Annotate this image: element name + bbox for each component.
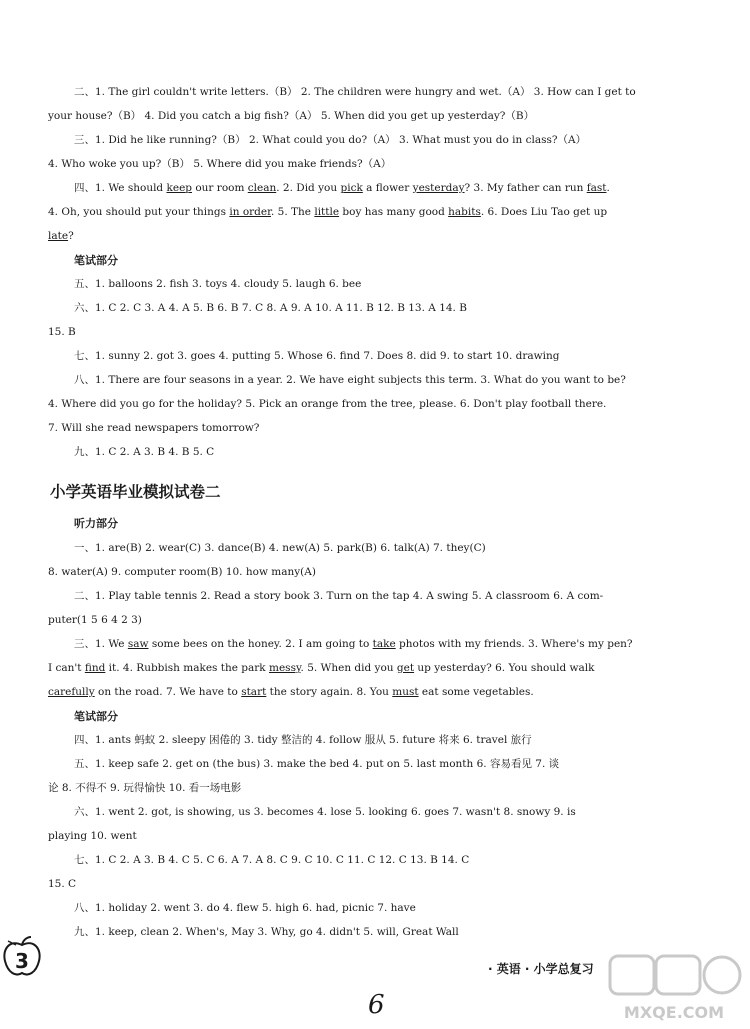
text-segment: eat some vegetables. [418, 686, 534, 698]
answer-line: 论 8. 不得不 9. 玩得愉快 10. 看一场电影 [48, 782, 242, 794]
answer-line: puter(1 5 6 4 2 3) [48, 614, 142, 626]
text-segment: the story again. 8. You [266, 686, 393, 698]
answer-line: 五、1. keep safe 2. get on (the bus) 3. make the bed 4. put on 5. last month 6. 容易看见 7. 谈 [74, 758, 560, 770]
answer-line [48, 229, 702, 243]
underlined-word: get [396, 662, 415, 674]
answer-line: 八、1. There are four seasons in a year. 2. We have eight subjects this term. 3. What do you want to be? [74, 374, 626, 386]
text-segment: ? [68, 230, 74, 242]
answer-line [74, 181, 702, 195]
underlined-word: must [392, 686, 419, 698]
underlined-word: saw [127, 638, 149, 650]
footer-label: · 英语 · 小学总复习 [488, 962, 594, 976]
answer-line: 六、1. went 2. got, is showing, us 3. becomes 4. lose 5. looking 6. goes 7. wasn't 8. snowy 9. is [74, 806, 576, 818]
answer-line: 一、1. are(B) 2. wear(C) 3. dance(B) 4. new(A) 5. park(B) 6. talk(A) 7. they(C) [74, 542, 486, 554]
text-segment: some bees on the honey. 2. I am going to [148, 638, 373, 650]
answer-line: 九、1. C 2. A 3. B 4. B 5. C [74, 446, 215, 458]
answer-line: 五、1. balloons 2. fish 3. toys 4. cloudy 5. laugh 6. bee [74, 278, 362, 290]
answer-line: 8. water(A) 9. computer room(B) 10. how many(A) [48, 566, 316, 578]
answer-line: 15. C [48, 878, 77, 890]
answer-line: playing 10. went [48, 830, 137, 842]
watermark-logo [604, 950, 744, 1025]
underlined-word: messy [269, 662, 301, 674]
text-segment: 4. Oh, you should put your things [48, 206, 230, 218]
text-segment: . 5. The [270, 206, 315, 218]
underlined-word: in order [229, 206, 271, 218]
watermark-text: MXQE.COM [623, 1003, 725, 1022]
answer-line [74, 637, 702, 651]
underlined-word: take [372, 638, 396, 650]
page-number: 3 [15, 949, 29, 973]
answer-line: 4. Who woke you up?（B） 5. Where did you make friends?（A） [48, 158, 392, 170]
text-segment: ? 3. My father can run [464, 182, 587, 194]
text-segment: 四、1. We should [74, 182, 167, 194]
underlined-word: keep [166, 182, 193, 194]
page-title: 小学英语毕业模拟试卷二 [50, 483, 221, 501]
text-segment: it. 4. Rubbish makes the park [105, 662, 270, 674]
answer-line: 九、1. keep, clean 2. When's, May 3. Why, go 4. didn't 5. will, Great Wall [74, 926, 459, 938]
text-segment: photos with my friends. 3. Where's my pen? [395, 638, 633, 650]
answer-line [48, 205, 702, 219]
underlined-word: habits [448, 206, 481, 218]
underlined-word: carefully [48, 686, 95, 698]
text-segment: 三、1. We [74, 638, 128, 650]
handwritten-page-number: 6 [368, 990, 385, 1020]
answer-line: 三、1. Did he like running?（B） 2. What could you do?（A） 3. What must you do in class?（A） [74, 134, 587, 146]
page-number-badge [2, 935, 42, 979]
answer-line: 四、1. ants 蚂蚁 2. sleepy 困倦的 3. tidy 整洁的 4. follow 服从 5. future 将来 6. travel 旅行 [74, 734, 532, 746]
text-segment: boy has many good [339, 206, 449, 218]
section-heading: 笔试部分 [74, 710, 118, 723]
text-segment: our room [192, 182, 248, 194]
answer-line: 4. Where did you go for the holiday? 5. Pick an orange from the tree, please. 6. Don't play football there. [48, 398, 607, 410]
text-segment: . 6. Does Liu Tao get up [480, 206, 608, 218]
underlined-word: little [314, 206, 340, 218]
answer-line: 二、1. The girl couldn't write letters.（B） 2. The children were hungry and wet.（A） 3. How can I get to [74, 86, 636, 98]
answer-line: 七、1. sunny 2. got 3. goes 4. putting 5. Whose 6. find 7. Does 8. did 9. to start 10. drawing [74, 350, 560, 362]
answer-line [48, 685, 702, 699]
underlined-word: yesterday [412, 182, 465, 194]
text-segment: up yesterday? 6. You should walk [414, 662, 595, 674]
answer-line: 15. B [48, 326, 76, 338]
underlined-word: find [84, 662, 106, 674]
answer-line: 二、1. Play table tennis 2. Read a story book 3. Turn on the tap 4. A swing 5. A classroom 6. A com- [74, 590, 604, 602]
text-segment: a flower [362, 182, 413, 194]
underlined-word: late [48, 230, 69, 242]
text-segment: . 2. Did you [276, 182, 341, 194]
answer-line [48, 661, 702, 675]
underlined-word: fast [586, 182, 607, 194]
answer-line: 7. Will she read newspapers tomorrow? [48, 422, 260, 434]
underlined-word: clean [247, 182, 277, 194]
text-segment: . 5. When did you [300, 662, 397, 674]
section-heading: 听力部分 [74, 517, 118, 530]
answer-line: your house?（B） 4. Did you catch a big fish?（A） 5. When did you get up yesterday?（B） [48, 110, 535, 122]
text-segment: on the road. 7. We have to [94, 686, 242, 698]
underlined-word: start [241, 686, 267, 698]
answer-line: 七、1. C 2. A 3. B 4. C 5. C 6. A 7. A 8. C 9. C 10. C 11. C 12. C 13. B 14. C [74, 854, 470, 866]
text-segment: I can't [48, 662, 85, 674]
section-heading: 笔试部分 [74, 254, 118, 267]
answer-line: 八、1. holiday 2. went 3. do 4. flew 5. high 6. had, picnic 7. have [74, 902, 416, 914]
underlined-word: pick [340, 182, 363, 194]
answer-line: 六、1. C 2. C 3. A 4. A 5. B 6. B 7. C 8. A 9. A 10. A 11. B 12. B 13. A 14. B [74, 302, 467, 314]
text-segment: . [606, 182, 610, 194]
